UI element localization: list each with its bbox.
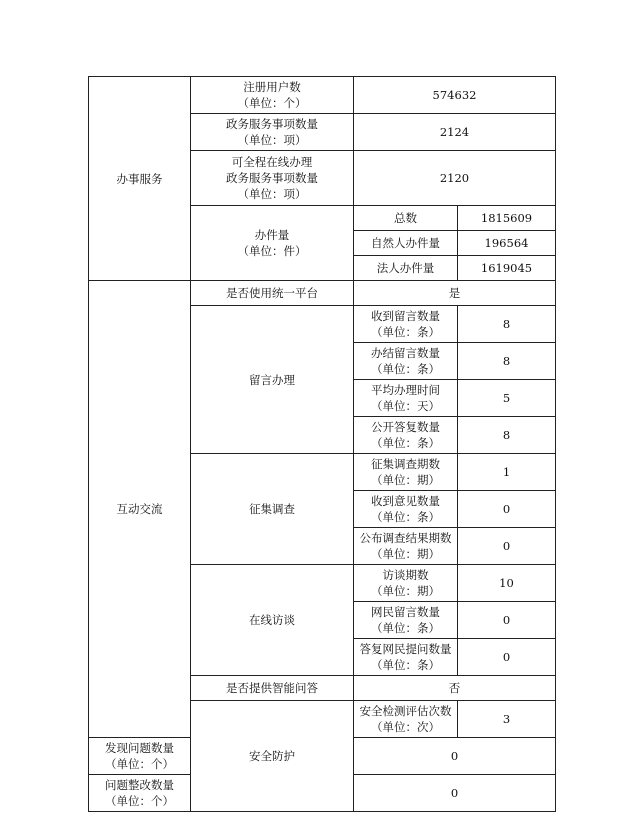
label-text: 注册用户数	[243, 80, 301, 94]
label-text: 收到意见数量	[371, 494, 440, 508]
unit-text: （单位：个）	[105, 794, 174, 808]
interview-messages-label	[354, 602, 458, 639]
online-items-value: 2120	[354, 151, 556, 206]
security-checks-value: 3	[458, 701, 556, 738]
label-text: 网民留言数量	[371, 605, 440, 619]
label-text: 政务服务事项数量	[226, 117, 318, 131]
unified-platform-value: 是	[354, 281, 556, 306]
messages-avg-time-label	[354, 380, 458, 417]
issues-found-value: 0	[354, 738, 556, 775]
smart-qa-label: 是否提供智能问答	[191, 676, 354, 701]
registered-users-label	[191, 77, 354, 114]
unit-text: （单位：期）	[371, 473, 440, 487]
interview-replies-value: 0	[458, 639, 556, 676]
volume-legal-value: 1619045	[458, 256, 556, 281]
messages-public-value: 8	[458, 417, 556, 454]
unit-text: （单位：条）	[371, 325, 440, 339]
messages-closed-value: 8	[458, 343, 556, 380]
label-text: 政务服务事项数量	[226, 171, 318, 185]
messages-received-label	[354, 306, 458, 343]
unit-text: （单位：条）	[371, 362, 440, 376]
unit-text: （单位：期）	[371, 584, 440, 598]
survey-periods-value: 1	[458, 454, 556, 491]
label-text: 收到留言数量	[371, 309, 440, 323]
volume-total-label: 总数	[354, 206, 458, 231]
volume-natural-label: 自然人办件量	[354, 231, 458, 256]
label-text: 平均办理时间	[371, 383, 440, 397]
volume-natural-value: 196564	[458, 231, 556, 256]
messages-avg-time-value: 5	[458, 380, 556, 417]
label-text: 答复网民提问数量	[359, 642, 452, 656]
issues-fixed-label	[89, 775, 191, 812]
unit-text: （单位：条）	[371, 658, 440, 672]
label-text: 公开答复数量	[371, 420, 440, 434]
unit-text: （单位：期）	[371, 547, 440, 561]
security-checks-label	[354, 701, 458, 738]
messages-received-value: 8	[458, 306, 556, 343]
unit-text: （单位：个）	[105, 757, 174, 771]
survey-results-value: 0	[458, 528, 556, 565]
unit-text: （单位：项）	[237, 133, 307, 147]
label-text: 公布调查结果期数	[359, 531, 452, 545]
interview-periods-value: 10	[458, 565, 556, 602]
unit-text: （单位：个）	[237, 96, 307, 110]
unit-text: （单位：次）	[371, 720, 440, 734]
survey-label: 征集调查	[191, 454, 354, 565]
smart-qa-value: 否	[354, 676, 556, 701]
interview-messages-value: 0	[458, 602, 556, 639]
messages-closed-label	[354, 343, 458, 380]
label-text: 办结留言数量	[371, 346, 440, 360]
label-text: 发现问题数量	[105, 741, 174, 755]
unit-text: （单位：条）	[371, 436, 440, 450]
section-office	[89, 77, 191, 281]
label-text: 征集调查期数	[371, 457, 440, 471]
interview-label: 在线访谈	[191, 565, 354, 676]
label-text: 问题整改数量	[105, 778, 174, 792]
registered-users-value: 574632	[354, 77, 556, 114]
online-items-label	[191, 151, 354, 206]
messages-public-label	[354, 417, 458, 454]
label-text: 办件量	[254, 228, 290, 242]
label-text: 安全检测评估次数	[359, 704, 452, 718]
statistics-table	[88, 76, 556, 812]
unit-text: （单位：条）	[371, 621, 440, 635]
table-row	[89, 77, 556, 114]
section-security: 安全防护	[191, 701, 354, 812]
section-label: 办事服务	[116, 171, 163, 186]
unit-text: （单位：天）	[371, 399, 440, 413]
survey-opinions-value: 0	[458, 491, 556, 528]
interview-periods-label	[354, 565, 458, 602]
label-text: 可全程在线办理	[231, 155, 313, 169]
survey-opinions-label	[354, 491, 458, 528]
service-items-value: 2124	[354, 114, 556, 151]
issues-fixed-value: 0	[354, 775, 556, 812]
unit-text: （单位：条）	[371, 510, 440, 524]
volume-total-value: 1815609	[458, 206, 556, 231]
interview-replies-label	[354, 639, 458, 676]
service-items-label	[191, 114, 354, 151]
section-interaction: 互动交流	[89, 281, 191, 738]
survey-results-label	[354, 528, 458, 565]
messages-label: 留言办理	[191, 306, 354, 454]
volume-legal-label: 法人办件量	[354, 256, 458, 281]
unit-text: （单位：件）	[237, 244, 307, 258]
survey-periods-label	[354, 454, 458, 491]
table-row	[89, 281, 556, 306]
volume-label	[191, 206, 354, 281]
label-text: 访谈期数	[382, 568, 429, 582]
unified-platform-label: 是否使用统一平台	[191, 281, 354, 306]
issues-found-label	[89, 738, 191, 775]
unit-text: （单位：项）	[237, 187, 307, 201]
